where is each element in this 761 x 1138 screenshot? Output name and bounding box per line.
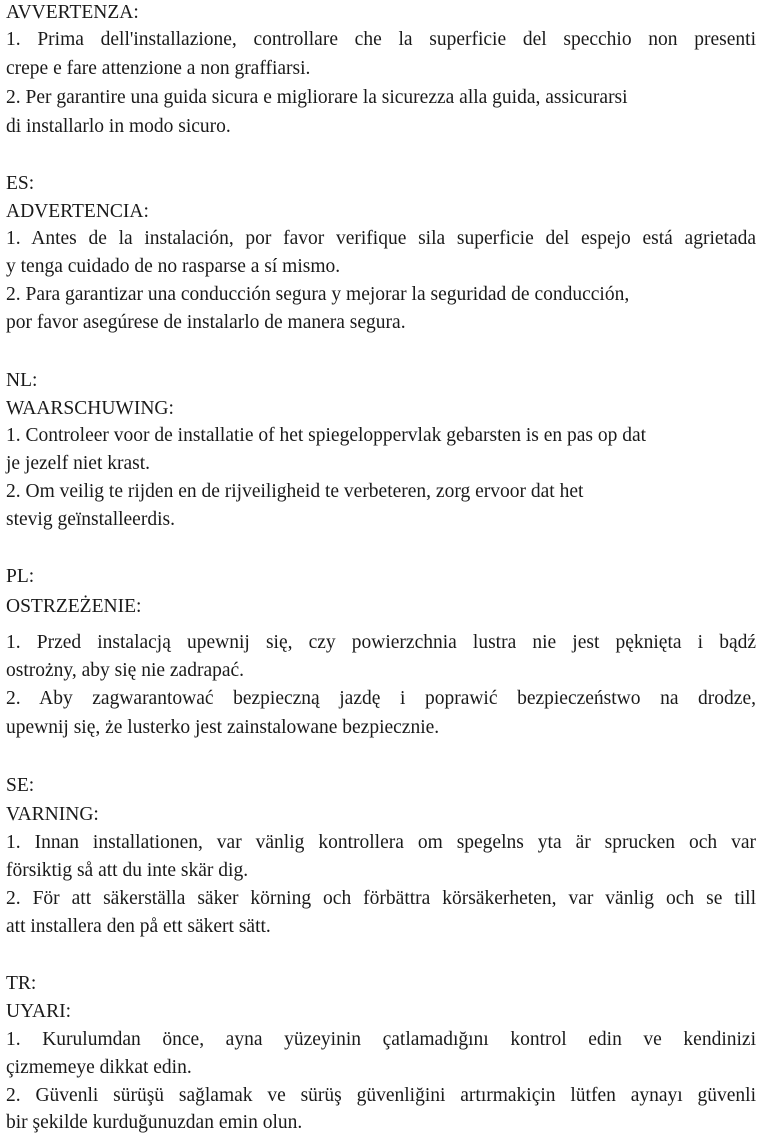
language-code: ES: [6, 173, 35, 194]
warning-text: 2. Per garantire una guida sicura e migliorare la sicurezza alla guida, assicurarsi [6, 87, 628, 108]
warning-text: y tenga cuidado de no rasparse a sí mismo. [6, 256, 341, 277]
warning-text: 2. För att säkerställa säker körning och förbättra körsäkerheten, var vänlig och se till [6, 888, 756, 909]
warning-text: ostrożny, aby się nie zadrapać. [6, 660, 245, 681]
warning-text: 1. Kurulumdan önce, ayna yüzeyinin çatlamadığını kontrol edin ve kendinizi [6, 1029, 756, 1050]
warning-text: por favor asegúrese de instalarlo de manera segura. [6, 312, 406, 333]
warning-text: crepe e fare attenzione a non graffiarsi. [6, 58, 311, 79]
warning-text: 2. Aby zagwarantować bezpieczną jazdę i poprawić bezpieczeństwo na drodze, [6, 688, 756, 709]
warning-text: di installarlo in modo sicuro. [6, 116, 231, 137]
warning-text: upewnij się, że lusterko jest zainstalowane bezpiecznie. [6, 717, 440, 738]
language-code: TR: [6, 973, 37, 994]
section-heading: AVVERTENZA: [6, 2, 139, 23]
section-heading: WAARSCHUWING: [6, 398, 174, 419]
language-code: NL: [6, 370, 38, 391]
section-heading: VARNING: [6, 804, 99, 825]
warning-text: 2. Para garantizar una conducción segura y mejorar la seguridad de conducción, [6, 284, 630, 305]
warning-text: försiktig så att du inte skär dig. [6, 860, 249, 881]
warning-text: çizmemeye dikkat edin. [6, 1057, 192, 1078]
warning-text: 1. Prima dell'installazione, controllare che la superficie del specchio non presenti [6, 29, 756, 50]
warning-text: 1. Przed instalacją upewnij się, czy powierzchnia lustra nie jest pęknięta i bądź [6, 632, 756, 653]
language-code: PL: [6, 566, 35, 587]
warning-text: 2. Om veilig te rijden en de rijveiligheid te verbeteren, zorg ervoor dat het [6, 481, 584, 502]
warning-text: 1. Innan installationen, var vänlig kontrollera om spegelns yta är sprucken och var [6, 832, 756, 853]
warning-text: bir şekilde kurduğunuzdan emin olun. [6, 1112, 303, 1133]
warning-text: att installera den på ett säkert sätt. [6, 916, 271, 937]
warning-text: 1. Antes de la instalación, por favor verifique sila superficie del espejo está agrietada [6, 228, 756, 249]
language-code: SE: [6, 775, 35, 796]
section-heading: OSTRZEŻENIE: [6, 596, 142, 617]
warning-text: 1. Controleer voor de installatie of het spiegeloppervlak gebarsten is en pas op dat [6, 425, 647, 446]
section-heading: ADVERTENCIA: [6, 201, 149, 222]
warning-text: stevig geïnstalleerdis. [6, 509, 175, 530]
warning-text: 2. Güvenli sürüşü sağlamak ve sürüş güvenliğini artırmakiçin lütfen aynayı güvenli [6, 1085, 756, 1106]
warning-text: je jezelf niet krast. [6, 453, 151, 474]
section-heading: UYARI: [6, 1001, 72, 1022]
